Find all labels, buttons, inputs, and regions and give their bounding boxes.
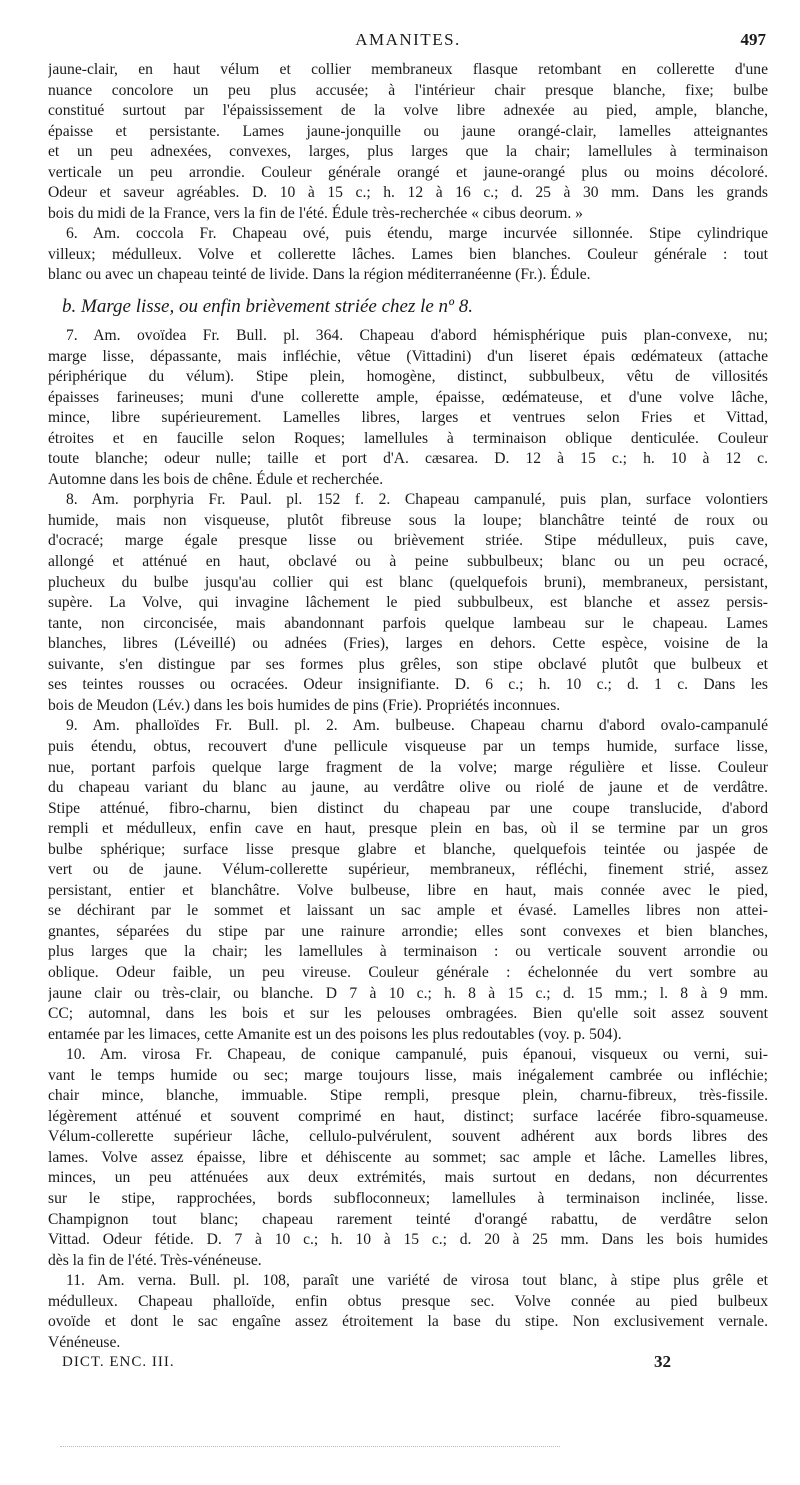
text-line: toute blanche; odeur nulle; taille et port d'A. cæsarea. D. 12 à 15 c.; h. 10 à 12 c. — [48, 450, 768, 468]
text-line: étroites et en faucille selon Roques; lamellules à terminaison oblique denticulée. Couleur — [48, 429, 768, 447]
text-line: persistant, entier et blanchâtre. Volve bulbeuse, libre en haut, mais connée avec le pied, — [48, 881, 768, 899]
text-line: constitué surtout par l'épaississement de la volve libre adnexée au pied, ample, blanche, — [48, 102, 768, 120]
paragraph-p9 — [48, 716, 768, 1045]
text-line: épaisses farineuses; muni d'une collerette ample, épaisse, œdémateuse, et d'une volve lâche, — [48, 388, 768, 406]
text-line: villeux; médulleux. Volve et collerette lâches. Lames bien blanches. Couleur générale : tout — [48, 245, 768, 263]
paragraph-p6 — [48, 224, 768, 286]
text-line: supère. La Volve, qui invagine lâchement le pied subbulbeux, est blanche et assez persis- — [48, 594, 768, 612]
text-line: médulleux. Chapeau phalloïde, enfin obtus presque sec. Volve connée au pied bulbeux — [48, 1292, 768, 1310]
text-line: 7. Am. ovoïdea Fr. Bull. pl. 364. Chapeau d'abord hémisphérique puis plan-convexe, nu; — [66, 327, 768, 345]
text-line: Odeur et saveur agréables. D. 10 à 15 c.; h. 12 à 16 c.; d. 25 à 30 mm. Dans les grands — [48, 184, 768, 202]
text-line: blanches, libres (Léveillé) ou adnées (Fries), larges en dehors. Cette espèce, voisine de la — [48, 635, 768, 653]
text-line: suivante, s'en distingue par ses formes plus grêles, son stipe obclavé plutôt que bulbeux et — [48, 655, 768, 673]
bleed-through-line — [60, 1446, 560, 1449]
text-line: 6. Am. coccola Fr. Chapeau ové, puis étendu, marge incurvée sillonnée. Stipe cylindrique — [66, 225, 768, 243]
text-line: marge lisse, dépassante, mais infléchie, vêtue (Vittadini) d'un liseret épais œdémateux (attache — [48, 347, 768, 365]
text-line: mince, libre supérieurement. Lamelles libres, larges et ventrues selon Fries et Vittad, — [48, 409, 768, 427]
text-line: ses teintes rousses ou ocracées. Odeur insignifiante. D. 6 c.; h. 10 c.; d. 1 c. Dans les — [48, 676, 768, 694]
text-line: jaune clair ou très-clair, ou blanche. D 7 à 10 c.; h. 8 à 15 c.; d. 15 mm.; l. 8 à 9 mm. — [48, 984, 768, 1002]
text-line: bulbe sphérique; surface lisse presque glabre et blanche, quelquefois teintée ou jaspée de — [48, 840, 768, 858]
text-line: humide, mais non visqueuse, plutôt fibreuse sous la loupe; blanchâtre teinté de roux ou — [48, 511, 768, 529]
text-line: verticale un peu arrondie. Couleur générale orangé et jaune-orangé plus ou moins décoloré. — [48, 163, 768, 181]
text-line: Vénéneuse. — [48, 1333, 121, 1351]
text-line: minces, un peu atténuées aux deux extrémités, mais surtout en dedans, non décurrentes — [48, 1169, 768, 1187]
text-line: légèrement atténué et souvent comprimé en haut, distinct; surface lacérée fibro-squameuse. — [48, 1107, 768, 1125]
paragraph-p5-cont — [48, 60, 768, 224]
paragraph-p8 — [48, 490, 768, 716]
text-line: puis étendu, obtus, recouvert d'une pellicule visqueuse par un temps humide, surface lisse, — [48, 737, 768, 755]
paragraph-p11 — [48, 1271, 768, 1353]
text-line: Stipe atténué, fibro-charnu, bien distinct du chapeau par une coupe translucide, d'abord — [48, 799, 768, 817]
text-line: bois de Meudon (Lév.) dans les bois humides de pins (Frie). Propriétés inconnues. — [48, 696, 561, 714]
text-line: bois du midi de la France, vers la fin de l'été. Édule très-recherchée « cibus deorum. » — [48, 204, 583, 222]
text-line: gnantes, séparées du stipe par une rainure arrondie; elles sont convexes et bien blanches, — [48, 922, 768, 940]
text-line: plucheux du bulbe jusqu'au collier qui est blanc (quelquefois bruni), membraneux, persistant, — [48, 573, 768, 591]
paragraph-p7 — [48, 326, 768, 490]
text-line: nuance concolore un peu plus accusée; à l'intérieur chair presque blanche, fixe; bulbe — [48, 81, 768, 99]
text-line: Vélum-collerette supérieur lâche, cellulo-pulvérulent, souvent adhérent aux bords libres des — [48, 1128, 768, 1146]
paragraph-p10 — [48, 1045, 768, 1271]
text-line: nue, portant parfois quelque large fragment de la volve; marge régulière et lisse. Couleur — [48, 758, 768, 776]
text-line: périphérique du vélum). Stipe plein, homogène, distinct, subbulbeux, vêtu de villosités — [48, 368, 768, 386]
text-line: dès la fin de l'été. Très-vénéneuse. — [48, 1251, 262, 1269]
text-line: du chapeau variant du blanc au jaune, au verdâtre olive ou riolé de jaune et de verdâtre. — [48, 779, 768, 797]
section-heading: b. Marge lisse, ou enfin brièvement striée chez le nº 8. — [62, 296, 473, 318]
text-line: 11. Am. verna. Bull. pl. 108, paraît une variété de virosa tout blanc, à stipe plus grêle et — [66, 1272, 768, 1290]
text-line: 8. Am. porphyria Fr. Paul. pl. 152 f. 2. Chapeau campanulé, puis plan, surface volontiers — [66, 491, 768, 509]
text-line: jaune-clair, en haut vélum et collier membraneux flasque retombant en collerette d'une — [48, 61, 768, 78]
text-line: et un peu adnexées, convexes, larges, plus larges que la chair; lamellules à terminaison — [48, 143, 768, 161]
text-line: 9. Am. phalloïdes Fr. Bull. pl. 2. Am. bulbeuse. Chapeau charnu d'abord ovalo-campanulé — [66, 717, 768, 735]
text-line: oblique. Odeur faible, un peu vireuse. Couleur générale : échelonnée du vert sombre au — [48, 963, 768, 981]
text-line: Vittad. Odeur fétide. D. 7 à 10 c.; h. 10 à 15 c.; d. 20 à 25 mm. Dans les bois humides — [48, 1231, 768, 1249]
page-header — [48, 28, 768, 54]
sheet-number: 32 — [654, 1352, 671, 1371]
text-line: tante, non circoncisée, mais abandonnant parfois quelque lambeau sur le chapeau. Lames — [48, 614, 768, 632]
text-line: vant le temps humide ou sec; marge toujours lisse, mais inégalement cambrée ou infléchie; — [48, 1066, 768, 1084]
text-line: Champignon tout blanc; chapeau rarement teinté d'orangé rabattu, de verdâtre selon — [48, 1210, 768, 1228]
text-line: chair mince, blanche, immuable. Stipe rempli, presque plein, charnu-fibreux, très-fissile. — [48, 1087, 768, 1105]
text-line: rempli et médulleux, enfin cave en haut, presque plein en bas, où il se termine par un gros — [48, 820, 768, 838]
text-line: se déchirant par le sommet et laissant un sac ample et évasé. Lamelles libres non attei- — [48, 902, 768, 920]
text-block-lower — [48, 326, 768, 1353]
text-line: blanc ou avec un chapeau teinté de livide. Dans la région méditerranéenne (Fr.). Édule. — [48, 266, 591, 284]
text-line: CC; automnal, dans les bois et sur les pelouses ombragées. Bien qu'elle soit assez souvent — [48, 1005, 768, 1023]
text-line: lames. Volve assez épaisse, libre et déhiscente au sommet; sac ample et lâche. Lamelles libres, — [48, 1148, 768, 1166]
running-title: AMANITES. — [355, 30, 461, 49]
text-line: d'ocracé; marge égale presque lisse ou brièvement striée. Stipe médulleux, puis cave, — [48, 532, 768, 550]
text-line: vert ou de jaune. Vélum-collerette supérieur, membraneux, réfléchi, finement strié, assez — [48, 861, 768, 879]
text-line: sur le stipe, rapprochées, bords subfloconneux; lamellules à terminaison inclinée, lisse. — [48, 1189, 768, 1207]
text-line: plus larges que la chair; les lamellules à terminaison : ou verticale souvent arrondie ou — [48, 943, 768, 961]
text-line: 10. Am. virosa Fr. Chapeau, de conique campanulé, puis épanoui, visqueux ou verni, sui- — [66, 1046, 768, 1064]
page — [48, 28, 768, 1353]
signature-mark: DICT. ENC. III. — [62, 1354, 175, 1370]
text-line: entamée par les limaces, cette Amanite est un des poisons les plus redoutables (voy. p. 504). — [48, 1025, 622, 1043]
page-number: 497 — [740, 30, 766, 49]
text-line: Automne dans les bois de chêne. Édule et recherchée. — [48, 470, 384, 488]
text-block-upper — [48, 60, 768, 286]
text-line: allongé et atténué en haut, obclavé ou à peine subbulbeux; blanc ou un peu ocracé, — [48, 553, 768, 571]
text-line: épaisse et persistante. Lames jaune-jonquille ou jaune orangé-clair, lamelles atteignantes — [48, 122, 768, 140]
text-line: ovoïde et dont le sac engaîne assez étroitement la base du stipe. Non exclusivement vernale. — [48, 1313, 768, 1331]
